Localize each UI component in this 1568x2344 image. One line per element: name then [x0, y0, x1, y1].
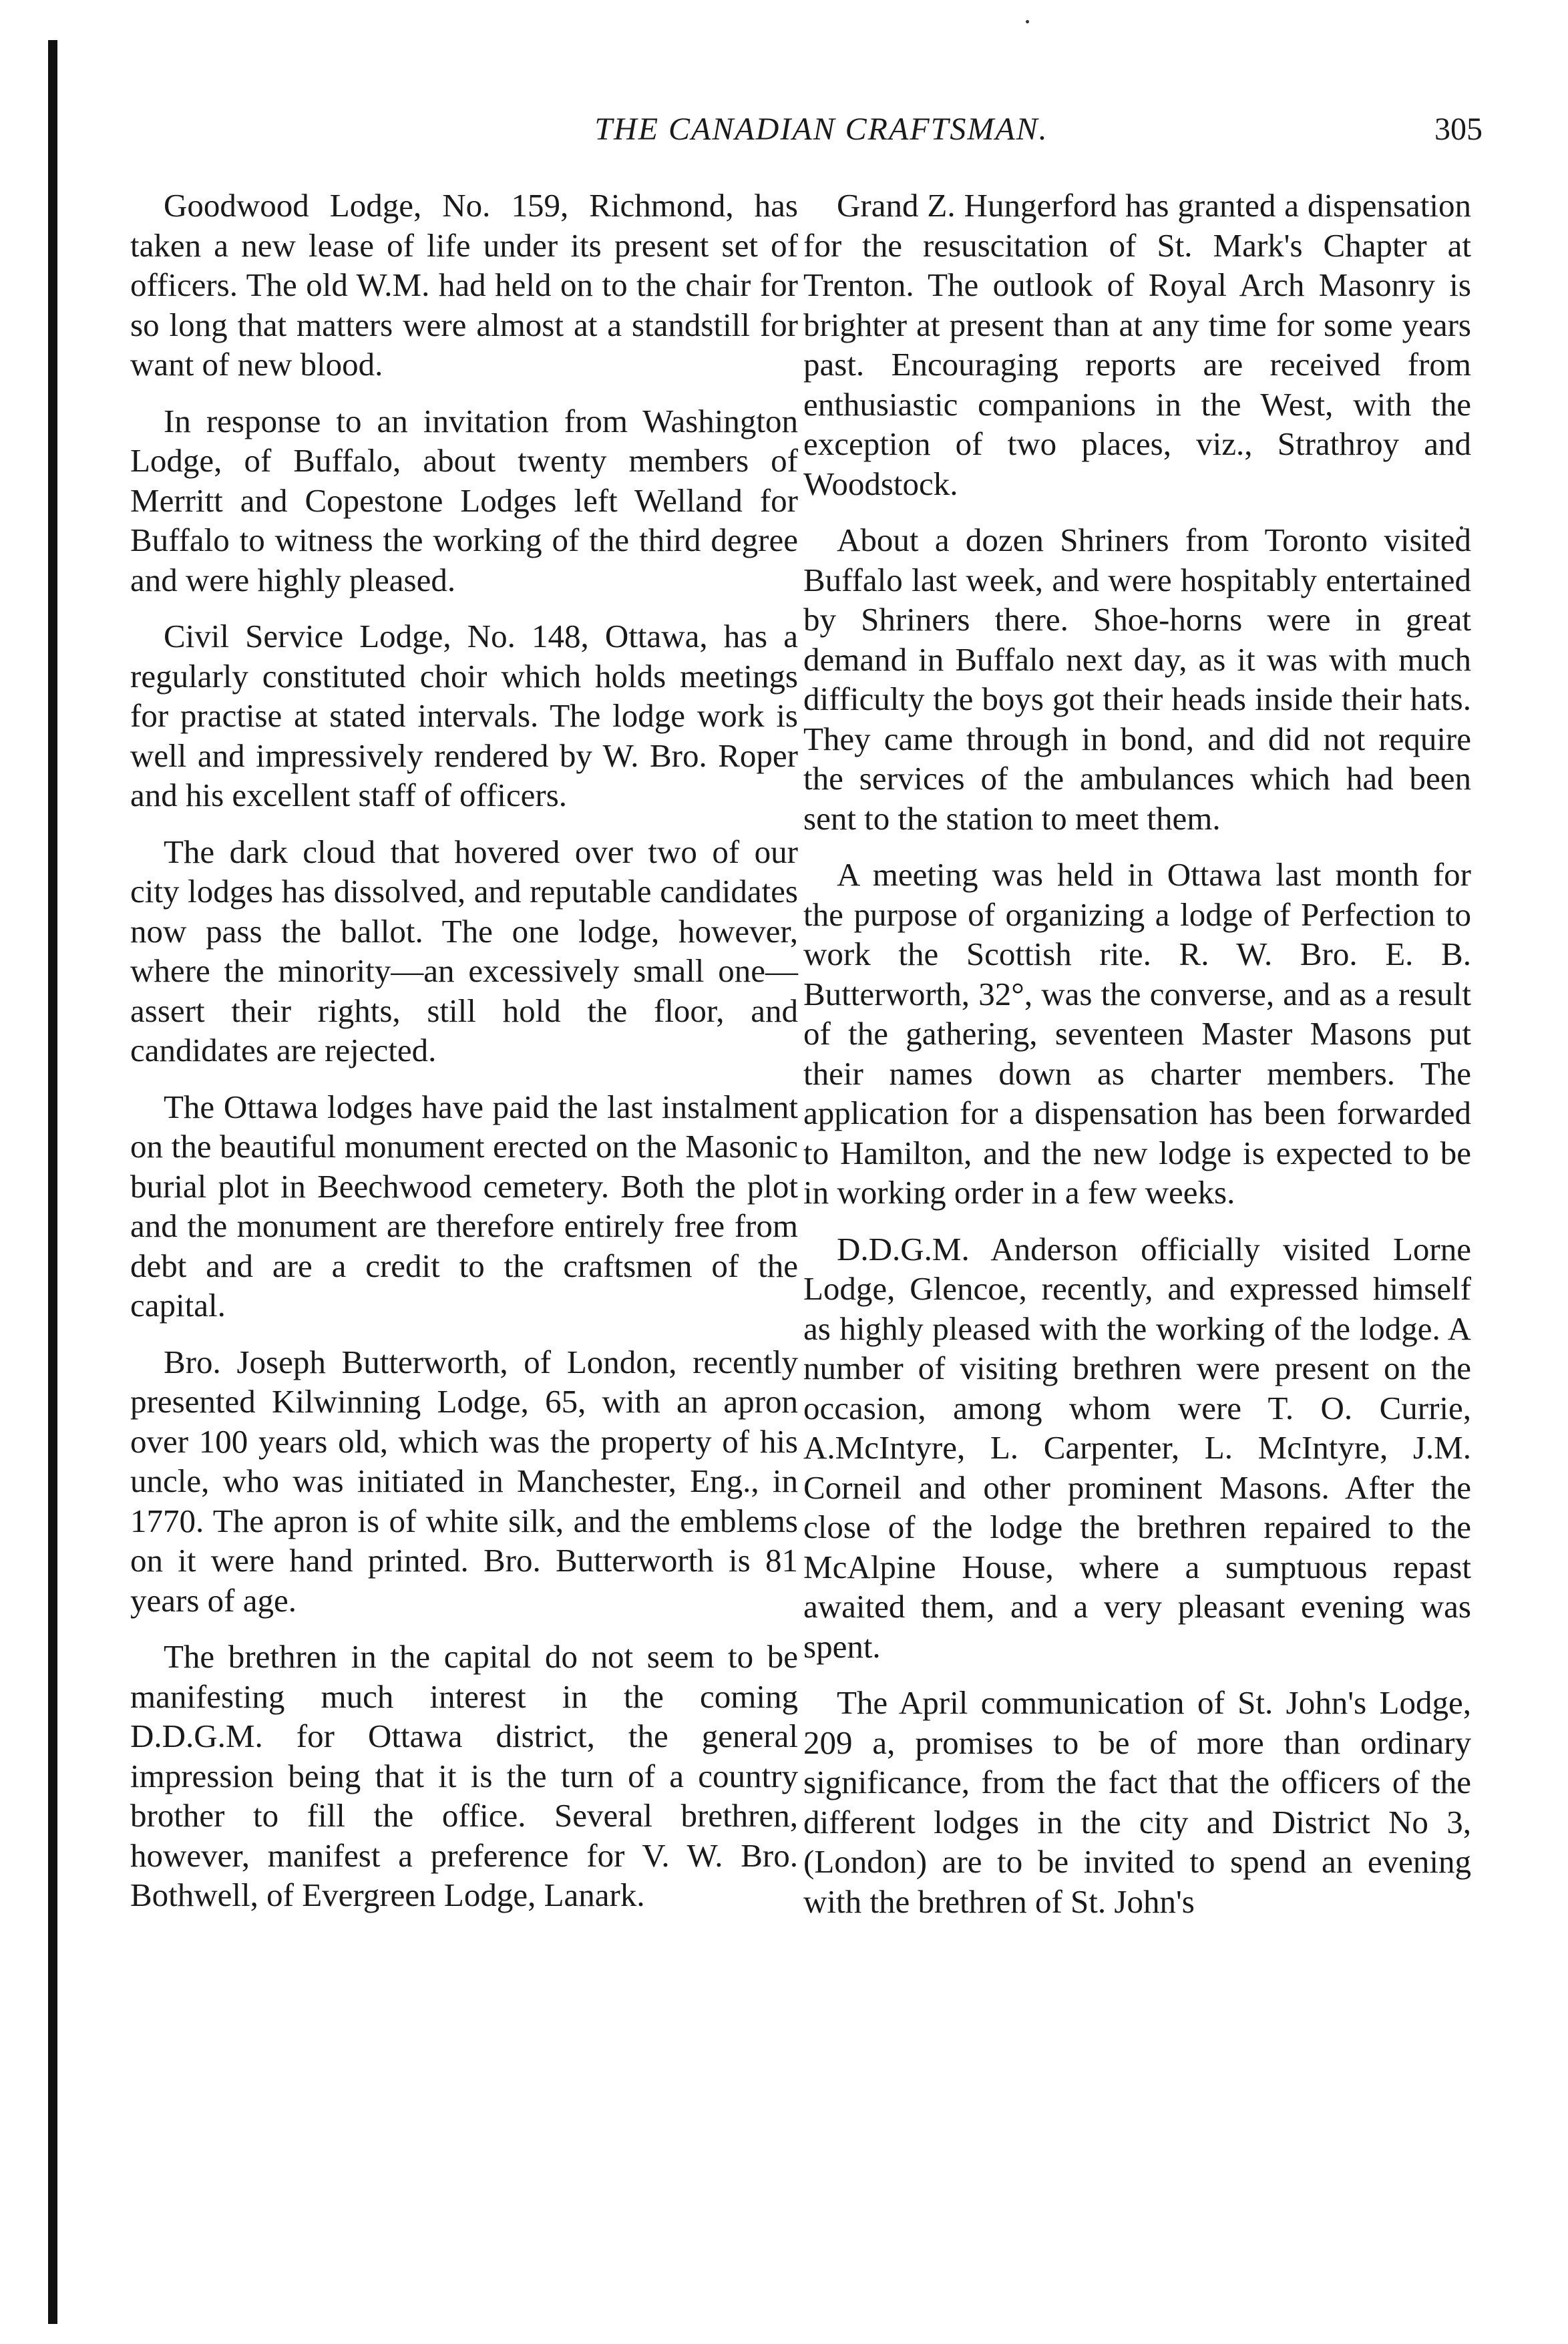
- paragraph: Grand Z. Hungerford has granted a dispensation for the resuscitation of St. Mark's Chapter at Trenton. The outlook of Royal Arch Masonry is brighter at present than at any time for some years past. Encouraging reports are received from enthusiastic companions in the West, with the exception of two places, viz., Strathroy and Woodstock.: [803, 187, 1471, 502]
- paragraph: About a dozen Shriners from Toronto visited Buffalo last week, and were hospitably entertained by Shriners there. Shoe-horns were in great demand in Buffalo next day, as it was with much difficulty the boys got their heads inside their hats. They came through in bond, and did not require the services of the ambulances which had been sent to the station to meet them.: [803, 522, 1471, 837]
- print-speck: [1026, 20, 1029, 23]
- paragraph: D.D.G.M. Anderson officially visited Lorne Lodge, Glencoe, recently, and expressed himself as highly pleased with the working of the lodge. A number of visiting brethren were present on the occasion, among whom were T. O. Currie, A.McIntyre, L. Carpenter, L. McIntyre, J.M. Corneil and other prominent Masons. After the close of the lodge the brethren repaired to the McAlpine House, where a sumptuous repast awaited them, and a very pleasant evening was spent.: [803, 1230, 1471, 1665]
- left-column: [130, 186, 798, 1932]
- running-title: THE CANADIAN CRAFTSMAN.: [594, 112, 1048, 147]
- page-header: [93, 111, 1483, 158]
- paragraph: Civil Service Lodge, No. 148, Ottawa, has a regularly constituted choir which holds meetings for practise at stated intervals. The lodge work is well and impressively rendered by W. Bro. Roper and his excellent staff of officers.: [130, 618, 798, 813]
- binding-edge-rule: [48, 40, 57, 2324]
- paragraph: The brethren in the capital do not seem to be manifesting much interest in the coming D.D.G.M. for Ottawa district, the general impression being that it is the turn of a country brother to fill the office. Several brethren, however, manifest a preference for V. W. Bro. Bothwell, of Evergreen Lodge, Lanark.: [130, 1638, 798, 1913]
- paragraph: The April communication of St. John's Lodge, 209 a, promises to be of more than ordinary significance, from the fact that the officers of the different lodges in the city and District No 3, (London) are to be invited to spend an evening with the brethren of St. John's: [803, 1684, 1471, 1920]
- right-column: [803, 186, 1471, 1938]
- page-number: 305: [1434, 112, 1483, 147]
- paragraph: A meeting was held in Ottawa last month for the purpose of organizing a lodge of Perfection to work the Scottish rite. R. W. Bro. E. B. Butterworth, 32°, was the converse, and as a result of the gathering, seventeen Master Masons put their names down as charter members. The application for a dispensation has been forwarded to Hamilton, and the new lodge is expected to be in working order in a few weeks.: [803, 856, 1471, 1211]
- paragraph: Bro. Joseph Butterworth, of London, recently presented Kilwinning Lodge, 65, with an apron over 100 years old, which was the property of his uncle, who was initiated in Manchester, Eng., in 1770. The apron is of white silk, and the emblems on it were hand printed. Bro. Butterworth is 81 years of age.: [130, 1343, 798, 1619]
- paragraph: The Ottawa lodges have paid the last instalment on the beautiful monument erected on the Masonic burial plot in Beechwood cemetery. Both the plot and the monument are therefore entirely free from debt and are a credit to the craftsmen of the capital.: [130, 1088, 798, 1324]
- paragraph: Goodwood Lodge, No. 159, Richmond, has taken a new lease of life under its present set of officers. The old W.M. had held on to the chair for so long that matters were almost at a standstill for want of new blood.: [130, 187, 798, 383]
- paragraph: The dark cloud that hovered over two of our city lodges has dissolved, and reputable candidates now pass the ballot. The one lodge, however, where the minority—an excessively small one—assert their rights, still hold the floor, and candidates are rejected.: [130, 833, 798, 1068]
- paragraph: In response to an invitation from Washington Lodge, of Buffalo, about twenty members of Merritt and Copestone Lodges left Welland for Buffalo to witness the working of the third degree and were highly pleased.: [130, 402, 798, 598]
